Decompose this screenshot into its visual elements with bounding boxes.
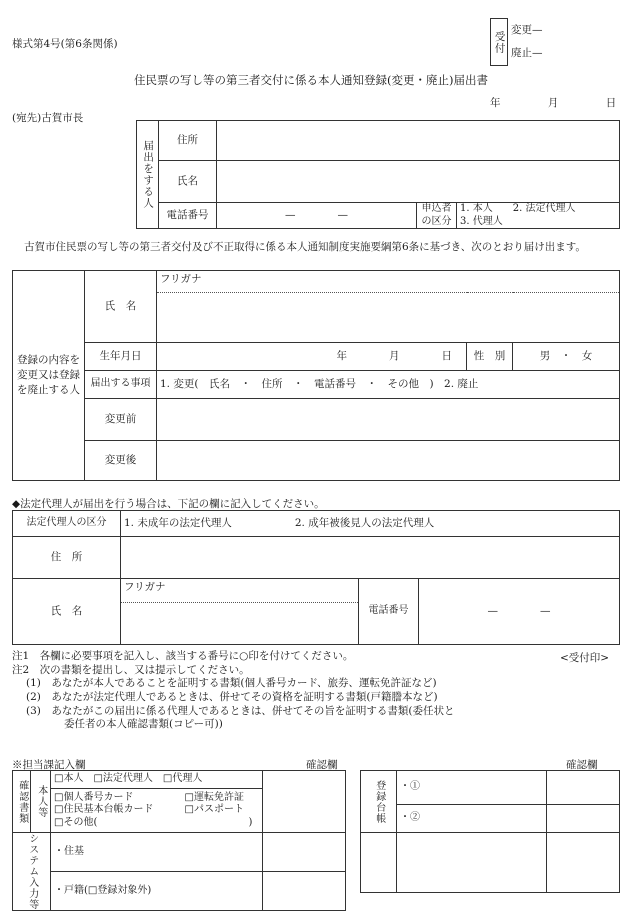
form-title: 住民票の写し等の第三者交付に係る本人通知登録(変更・廃止)届出書	[134, 73, 488, 87]
date-year: 年	[490, 97, 501, 109]
registrant-group-label: 登録の内容を変更又は登録を廃止する人	[13, 271, 85, 481]
system-label: システム入力等	[13, 833, 51, 911]
legal-address-label: 住 所	[13, 537, 121, 579]
registrant-sex-field[interactable]: 男 ・ 女	[513, 343, 620, 371]
legal-category-field[interactable]: 1. 未成年の法定代理人 2. 成年被後見人の法定代理人	[121, 511, 620, 537]
notes	[12, 650, 572, 732]
doc-juki[interactable]: □住民基本台帳カード	[54, 804, 154, 816]
form-number: 様式第4号(第6条関係)	[12, 38, 118, 50]
ledger-1[interactable]: ・①	[397, 771, 547, 805]
ledger-1-confirm[interactable]	[547, 771, 620, 805]
person-options[interactable]: □本人 □法定代理人 □代理人	[51, 771, 263, 789]
registrant-after-field[interactable]	[157, 441, 620, 481]
addressee: (宛先)古賀市長	[12, 112, 84, 124]
registrant-name-label: 氏 名	[85, 271, 157, 343]
legal-furigana[interactable]: フリガナ	[121, 579, 359, 603]
intro-text: 古賀市住民票の写し等の第三者交付及び不正取得に係る本人通知制度実施要綱第6条に基づき、次のとおり届け出ます。	[24, 241, 586, 253]
applicant-phone-field[interactable]: — —	[217, 203, 417, 229]
registrant-before-label: 変更前	[85, 399, 157, 441]
legal-address-field[interactable]	[121, 537, 620, 579]
registrant-dob-label: 生年月日	[85, 343, 157, 371]
legal-rep-table	[12, 510, 620, 645]
doc-other[interactable]: □その他(	[54, 816, 98, 828]
ledger-blank-1	[361, 833, 397, 893]
doc-license[interactable]: □運転免許証	[184, 791, 244, 803]
office-confirm-2: 確認欄	[566, 759, 598, 771]
system-koseki[interactable]: ・戸籍(□登録対象外)	[51, 872, 263, 911]
system-juki[interactable]: ・住基	[51, 833, 263, 872]
applicant-category-label: 申込者の区分	[417, 203, 457, 229]
date-line	[490, 95, 616, 110]
doc-passport[interactable]: □パスポート	[184, 804, 244, 816]
legal-category-label: 法定代理人の区分	[13, 511, 121, 537]
registrant-before-field[interactable]	[157, 399, 620, 441]
registrant-item-label: 届出する事項	[85, 371, 157, 399]
registrant-name-field[interactable]	[157, 293, 620, 343]
applicant-group-label: 届出をする人	[137, 121, 159, 229]
doc-mynumber[interactable]: □個人番号カード	[54, 791, 134, 803]
category-option-1-2: 1. 本人 2. 法定代理人	[460, 203, 576, 214]
office-confirm-1: 確認欄	[306, 759, 338, 771]
ledger-blank-3	[547, 833, 620, 893]
registrant-furigana[interactable]: フリガナ	[157, 271, 620, 293]
category-option-3: 3. 代理人	[460, 215, 503, 227]
legal-phone-label: 電話番号	[359, 579, 419, 645]
system-koseki-confirm[interactable]	[263, 872, 346, 911]
system-juki-confirm[interactable]	[263, 833, 346, 872]
docs-options[interactable]	[51, 789, 263, 833]
legal-phone-field[interactable]: — —	[419, 579, 620, 645]
registrant-item-field[interactable]: 1. 変更( 氏名 ・ 住所 ・ 電話番号 ・ その他 ) 2. 廃止	[157, 371, 620, 399]
applicant-name-field[interactable]	[217, 161, 620, 203]
doc-other-close: )	[248, 816, 253, 828]
legal-name-field[interactable]	[121, 603, 359, 645]
ledger-2-confirm[interactable]	[547, 805, 620, 833]
note-2-3-cont: 委任者の本人確認書類(コピー可))	[64, 718, 223, 731]
note-2-2: (2) あなたが法定代理人であるときは、併せてその資格を証明する書類(戸籍謄本など)	[26, 690, 438, 703]
office-header: ※担当課記入欄	[12, 759, 86, 771]
registrant-after-label: 変更後	[85, 441, 157, 481]
receipt-box	[490, 18, 620, 66]
applicant-address-field[interactable]	[217, 121, 620, 161]
receipt-label: 受付	[491, 19, 508, 66]
person-label: 本人等	[31, 771, 51, 833]
office-left-table	[12, 770, 346, 911]
docs-label: 確認書類	[13, 771, 31, 833]
ledger-label: 登録台帳	[361, 771, 397, 833]
note-1: 注1 各欄に必要事項を記入し、該当する番号に○印を付けてください。	[12, 650, 354, 662]
receipt-abolish: 廃止—	[508, 42, 621, 66]
registrant-dob-field[interactable]: 年 月 日	[157, 343, 467, 371]
registrant-table	[12, 270, 620, 481]
receipt-stamp-label: <受付印>	[560, 652, 610, 664]
note-2: 注2 次の書類を提出し、又は提示してください。	[12, 663, 250, 676]
applicant-table	[136, 120, 620, 229]
ledger-2[interactable]: ・②	[397, 805, 547, 833]
note-2-3: (3) あなたがこの届出に係る代理人であるときは、併せてその旨を証明する書類(委任状と	[26, 704, 455, 717]
date-day: 日	[605, 97, 617, 109]
applicant-address-label: 住所	[159, 121, 217, 161]
legal-name-label: 氏 名	[13, 579, 121, 645]
applicant-phone-label: 電話番号	[159, 203, 217, 229]
receipt-change: 変更—	[508, 19, 621, 43]
note-2-1: (1) あなたが本人であることを証明する書類(個人番号カード、旅券、運転免許証など)	[26, 677, 437, 690]
applicant-category-options[interactable]	[457, 203, 620, 229]
registrant-sex-label: 性 別	[467, 343, 513, 371]
applicant-name-label: 氏名	[159, 161, 217, 203]
docs-confirm-cell[interactable]	[263, 771, 346, 833]
ledger-blank-2	[397, 833, 547, 893]
legal-rep-note: ◆法定代理人が届出を行う場合は、下記の欄に記入してください。	[12, 498, 325, 510]
date-month: 月	[547, 97, 559, 109]
office-right-table	[360, 770, 620, 893]
